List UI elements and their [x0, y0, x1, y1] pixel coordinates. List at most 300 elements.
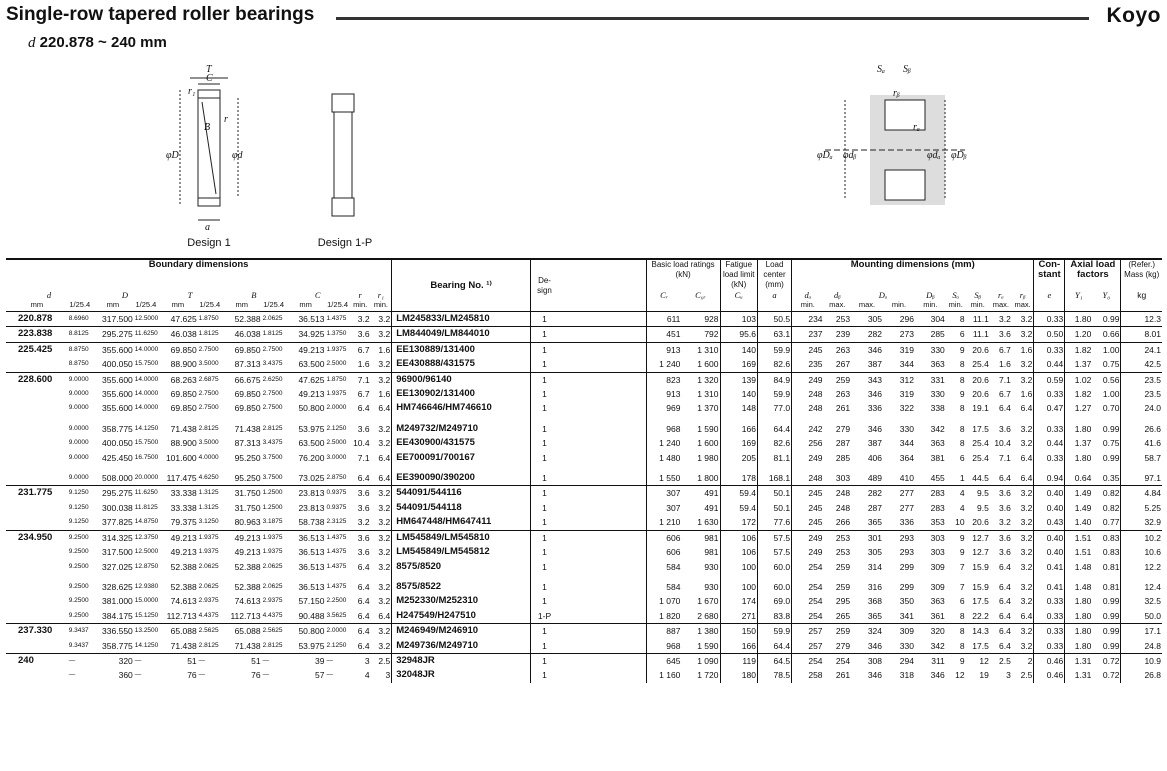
- cell-Sb: 44.5: [972, 473, 989, 484]
- cell-m: 4.84: [1121, 486, 1162, 501]
- cell-Ci: 2.8750: [326, 474, 347, 482]
- cell-Db: 330: [915, 342, 946, 357]
- cell-a: 63.1: [757, 327, 791, 342]
- cell-Di: 14.0000: [134, 342, 158, 357]
- hdr-fatigue: Fatigue load limit (kN): [720, 259, 757, 290]
- cell-T: 69.850: [170, 389, 197, 400]
- cell-Bi: 2.8125: [262, 424, 283, 432]
- cell-Y1: 1.37: [1065, 357, 1093, 372]
- cell-Di: 12.8750: [134, 562, 159, 570]
- cell-r1: 3.2: [378, 517, 391, 528]
- cell-da: 249: [792, 530, 824, 545]
- cell-des: 1: [531, 668, 559, 682]
- cell-C0r: 1 370: [697, 403, 719, 414]
- cell-B: 87.313: [234, 438, 261, 449]
- cell-C: 36.513: [298, 547, 325, 558]
- cell-di: 9.0000: [68, 372, 92, 387]
- cell-da: 254: [792, 560, 824, 574]
- cell-di: —: [68, 671, 76, 679]
- cell-Da2: 294: [883, 653, 915, 668]
- cell-B: 49.213: [234, 547, 261, 558]
- cell-rb: 1.6: [1020, 389, 1033, 400]
- unit-max: max.: [990, 300, 1012, 312]
- table-row: [6, 357, 1162, 372]
- cell-B: 80.963: [234, 517, 261, 528]
- cell-e: 0.33: [1034, 312, 1065, 327]
- cell-des: 1: [531, 357, 559, 372]
- unit-mm: mm: [92, 300, 134, 312]
- cell-Da1: 489: [867, 473, 882, 484]
- cell-D: 355.600: [102, 403, 133, 414]
- cell-Cr: 823: [646, 372, 681, 387]
- cell-Cr: 887: [646, 624, 681, 639]
- cell-db: 261: [835, 670, 851, 681]
- cell-Di: 12.5000: [134, 312, 158, 327]
- cell-r1: 6.4: [378, 473, 391, 484]
- cell-Cu: 271: [720, 609, 757, 624]
- cell-Y1: 1.40: [1065, 515, 1093, 530]
- cell-D: 377.825: [102, 517, 133, 528]
- cell-Bi: 2.7500: [262, 390, 283, 398]
- cell-r: 6.4: [357, 596, 370, 607]
- design-1p-diagram: [320, 90, 370, 220]
- col-r1: r₁: [377, 290, 385, 300]
- cell-r1: 3.2: [378, 596, 391, 607]
- cell-da: 248: [792, 401, 824, 415]
- cell-T: 76: [187, 670, 197, 681]
- cell-Ci: 2.2500: [326, 597, 347, 605]
- cell-C0r: 1 670: [697, 596, 719, 607]
- cell-Y1: 1.51: [1065, 530, 1093, 545]
- cell-a: 83.8: [757, 609, 791, 624]
- cell-m: 24.1: [1121, 342, 1162, 357]
- cell-Db: 353: [930, 517, 945, 528]
- cell-T: 52.388: [170, 561, 197, 572]
- cell-d: 228.600: [6, 372, 68, 387]
- mount-label-Db: φDᵦ: [951, 150, 967, 161]
- cell-e: 0.59: [1034, 372, 1065, 387]
- cell-C0r: 1 720: [697, 670, 719, 681]
- cell-db: 248: [824, 486, 852, 501]
- table-row: [6, 451, 1162, 465]
- cell-D: 425.450: [102, 452, 133, 463]
- cell-r: 6.4: [357, 581, 370, 592]
- cell-C0r: 792: [681, 327, 720, 342]
- unit-inch: 1/25.4: [68, 300, 92, 312]
- cell-C0r: 1 590: [697, 423, 719, 434]
- cell-Cr: 606: [646, 530, 681, 545]
- cell-rb: 3.2: [1020, 581, 1033, 592]
- cell-ra: 6.4: [999, 610, 1011, 621]
- unit-mm: mm: [158, 300, 198, 312]
- cell-e: 0.33: [1034, 451, 1065, 465]
- cell-di: 8.8750: [68, 360, 89, 368]
- cell-a: 57.5: [757, 545, 791, 559]
- cell-da: 249: [792, 451, 824, 465]
- cell-db: 253: [824, 530, 852, 545]
- cell-Ci: 1.9375: [325, 342, 349, 357]
- table-row: [6, 668, 1162, 682]
- cell-C0r: 1 310: [697, 389, 719, 400]
- cell-Cu: 106: [720, 530, 757, 545]
- cell-a: 59.9: [757, 387, 791, 401]
- cell-C: 57: [314, 670, 325, 681]
- cell-Ci: 0.9375: [326, 503, 347, 511]
- cell-Cu: 169: [720, 436, 757, 450]
- cell-no: HM647448/HM647411: [392, 515, 531, 530]
- col-e: e: [1034, 290, 1065, 300]
- cell-rb: 6.4: [1020, 403, 1033, 414]
- cell-T: 71.438: [170, 640, 197, 651]
- cell-Db: 342: [930, 423, 945, 434]
- cell-Y1: 1.82: [1065, 342, 1093, 357]
- cell-di: 9.2500: [68, 597, 89, 605]
- cell-D: 336.550: [92, 624, 134, 639]
- table-row: [6, 387, 1162, 401]
- cell-Da1: 346: [867, 389, 882, 400]
- table-row: [6, 486, 1162, 501]
- mount-label-ra: rₐ: [913, 122, 920, 133]
- cell-Ti: 2.8125: [198, 424, 219, 432]
- cell-Di: 12.9380: [134, 582, 159, 590]
- cell-di: 9.0000: [68, 424, 89, 432]
- hdr-bearing-no: Bearing No. ¹⁾: [392, 259, 531, 312]
- cell-Da1: 346: [851, 342, 883, 357]
- cell-Cr: 584: [646, 560, 681, 574]
- cell-Bi: —: [262, 653, 286, 668]
- cell-Sb: 17.5: [972, 423, 989, 434]
- cell-m: 23.5: [1121, 372, 1162, 387]
- cell-da: 234: [792, 312, 824, 327]
- cell-Ti: 4.0000: [198, 453, 219, 461]
- cell-d: 220.878: [6, 312, 68, 327]
- cell-Cr: 968: [646, 639, 681, 654]
- unit-min: min.: [371, 300, 392, 312]
- cell-C: 76.200: [298, 452, 325, 463]
- cell-Da2: 273: [883, 327, 915, 342]
- cell-Da2: 330: [899, 640, 914, 651]
- cell-Y0: 0.83: [1092, 530, 1121, 545]
- cell-r1: 3.2: [371, 486, 392, 501]
- cell-Da2: 319: [883, 342, 915, 357]
- mount-label-Sa: Sₐ: [877, 64, 885, 75]
- cell-Ti: 1.3125: [198, 503, 219, 511]
- cell-rb: 6.4: [1020, 473, 1033, 484]
- cell-T: 33.338: [158, 486, 198, 501]
- cell-Sa: 9: [959, 389, 965, 400]
- cell-no: EE430900/431575: [392, 436, 531, 450]
- cell-Sb: 19: [979, 670, 989, 681]
- cell-rb: 3.2: [1020, 517, 1033, 528]
- cell-di: 9.0000: [68, 404, 89, 412]
- cell-D: 355.600: [92, 342, 134, 357]
- cell-no: EE700091/700167: [392, 451, 531, 465]
- design1-label-B: B: [204, 122, 211, 133]
- cell-no: LM844049/LM844010: [392, 327, 531, 342]
- table-row: [6, 594, 1162, 608]
- hdr-constant: Con-stant: [1034, 259, 1065, 290]
- cell-B: 31.750: [222, 486, 262, 501]
- cell-Di: 14.1250: [134, 641, 159, 649]
- cell-C: 53.975: [298, 640, 325, 651]
- cell-des: 1: [531, 594, 559, 608]
- cell-D: 314.325: [92, 530, 134, 545]
- cell-Y0: 0.75: [1102, 359, 1120, 370]
- cell-C: 23.813: [286, 486, 326, 501]
- cell-Y1: 1.82: [1065, 387, 1093, 401]
- mounting-diagram: [815, 60, 975, 220]
- table-row: [6, 580, 1162, 594]
- cell-r: 6.7: [350, 342, 371, 357]
- cell-da: 257: [792, 624, 824, 639]
- cell-d: [6, 471, 68, 486]
- cell-e: 0.40: [1034, 545, 1065, 559]
- cell-r: 3.6: [350, 530, 371, 545]
- cell-m: 32.5: [1121, 594, 1162, 608]
- cell-T: 47.625: [158, 312, 198, 327]
- cell-ra: 6.4: [999, 473, 1011, 484]
- col-Sb: Sᵦ: [974, 290, 982, 300]
- unit-min: min.: [350, 300, 371, 312]
- cell-Di: 11.8125: [134, 503, 158, 511]
- cell-des: 1: [531, 545, 559, 559]
- cell-Cu: 148: [720, 401, 757, 415]
- hdr-axial: Axial load factors: [1065, 259, 1121, 290]
- cell-di: 9.0000: [68, 390, 89, 398]
- cell-rb: 3.2: [1020, 596, 1033, 607]
- cell-Y0: 0.81: [1102, 561, 1120, 572]
- cell-db: 303: [835, 473, 851, 484]
- cell-a: 50.1: [757, 501, 791, 515]
- unit-min: min.: [946, 300, 966, 312]
- cell-T: 33.338: [170, 502, 197, 513]
- cell-T: 117.475: [166, 473, 197, 484]
- cell-e: 0.40: [1034, 486, 1065, 501]
- cell-Ti: 2.0625: [198, 562, 219, 570]
- cell-a: 64.4: [757, 639, 791, 654]
- cell-m: 26.8: [1121, 668, 1162, 682]
- unit-min: min.: [915, 300, 946, 312]
- cell-C: 50.800: [298, 403, 325, 414]
- cell-Cu: 106: [720, 545, 757, 559]
- cell-d: [6, 609, 68, 624]
- cell-D: 295.275: [92, 486, 134, 501]
- cell-Di: 15.7500: [134, 360, 159, 368]
- cell-a: 60.0: [757, 580, 791, 594]
- cell-Da1: 365: [867, 610, 882, 621]
- cell-Ci: —: [326, 671, 333, 679]
- cell-a: 77.0: [757, 401, 791, 415]
- cell-rb: 3.2: [1020, 561, 1033, 572]
- cell-T: 112.713: [166, 610, 197, 621]
- cell-C: 57.150: [298, 596, 325, 607]
- cell-Y1: 1.80: [1065, 624, 1093, 639]
- cell-Ti: 3.1250: [198, 518, 219, 526]
- cell-rb: 2: [1012, 653, 1034, 668]
- cell-Cr: 584: [646, 580, 681, 594]
- table-header: [6, 259, 1162, 312]
- cell-C: 49.213: [286, 342, 326, 357]
- cell-des: 1: [531, 372, 559, 387]
- cell-Cr: 451: [646, 327, 681, 342]
- cell-da: 254: [792, 580, 824, 594]
- brand-logo: Koyo: [1106, 4, 1161, 27]
- cell-Ci: 2.3125: [326, 518, 347, 526]
- cell-di: 8.8125: [68, 327, 92, 342]
- cell-rb: 3.2: [1012, 486, 1034, 501]
- table-row: [6, 422, 1162, 436]
- cell-B: 74.613: [234, 596, 261, 607]
- cell-B: 49.213: [222, 530, 262, 545]
- cell-C0r: 1 630: [697, 517, 719, 528]
- cell-Da2: 299: [899, 561, 914, 572]
- cell-Cu: 59.4: [720, 501, 757, 515]
- cell-r1: 3.2: [378, 640, 391, 651]
- cell-Ti: 1.3125: [198, 486, 222, 501]
- cell-da: 248: [792, 387, 824, 401]
- cell-Y1: 1.27: [1065, 401, 1093, 415]
- cell-rb: 3.2: [1020, 423, 1033, 434]
- cell-Ci: —: [325, 653, 349, 668]
- col-C: C: [314, 290, 321, 300]
- page-header: [6, 4, 1161, 28]
- cell-r: 3.6: [350, 327, 371, 342]
- cell-ra: 3.2: [990, 312, 1012, 327]
- cell-Bi: 2.7500: [262, 342, 286, 357]
- cell-ra: 7.1: [999, 452, 1011, 463]
- cell-Ti: 4.6250: [198, 474, 219, 482]
- cell-db: 239: [824, 327, 852, 342]
- cell-des: 1: [531, 580, 559, 594]
- cell-r: 6.4: [357, 473, 370, 484]
- cell-rb: 6.4: [1020, 610, 1033, 621]
- cell-da: 258: [792, 668, 824, 682]
- cell-Cr: 1 070: [646, 594, 681, 608]
- cell-C0r: 1 600: [697, 359, 719, 370]
- cell-m: 17.1: [1121, 624, 1162, 639]
- design1-label-r: r: [224, 114, 228, 125]
- col-a: a: [757, 290, 791, 300]
- cell-a: 77.6: [757, 515, 791, 530]
- cell-m: 10.6: [1121, 545, 1162, 559]
- cell-di: 9.2500: [68, 582, 89, 590]
- cell-D: 400.050: [102, 438, 133, 449]
- cell-Sb: 20.6: [972, 517, 989, 528]
- cell-Sa: 8: [946, 372, 966, 387]
- cell-C0r: 930: [704, 561, 719, 572]
- cell-Sb: 25.4: [972, 359, 989, 370]
- cell-Cr: 913: [646, 387, 681, 401]
- cell-Cu: 59.4: [720, 486, 757, 501]
- cell-B: 71.438: [234, 423, 261, 434]
- cell-Y1: 1.80: [1065, 422, 1093, 436]
- unit-mm: mm: [6, 300, 68, 312]
- cell-Da2: 309: [883, 624, 915, 639]
- design1-label-C: C: [206, 73, 213, 84]
- cell-ra: 3: [1006, 670, 1011, 681]
- mount-label-da: φdₐ: [927, 150, 941, 161]
- cell-Ti: 1.8750: [198, 312, 222, 327]
- cell-r1: 3.2: [378, 547, 391, 558]
- cell-Cu: 178: [720, 471, 757, 486]
- cell-Di: 16.7500: [134, 453, 159, 461]
- cell-Cu: 172: [720, 515, 757, 530]
- cell-C0r: 1 980: [697, 452, 719, 463]
- cell-no: M249732/M249710: [392, 422, 531, 436]
- cell-B: 71.438: [234, 640, 261, 651]
- cell-ra: 6.4: [999, 403, 1011, 414]
- cell-e: 0.41: [1034, 560, 1065, 574]
- cell-db: 266: [835, 517, 851, 528]
- hdr-load-ratings: Basic load ratings (kN): [646, 259, 720, 290]
- cell-C0r: 1 800: [697, 473, 719, 484]
- cell-Db: 309: [930, 581, 945, 592]
- cell-B: 51: [222, 653, 262, 668]
- cell-Da2: 350: [899, 596, 914, 607]
- cell-Ti: 2.6875: [198, 372, 222, 387]
- design1-label-d: φd: [232, 150, 243, 161]
- cell-no: 544091/544118: [392, 501, 531, 515]
- mount-label-Da: φDₐ: [817, 150, 833, 161]
- cell-Cu: 119: [720, 653, 757, 668]
- col-T: T: [187, 290, 193, 300]
- cell-D: 360: [118, 670, 133, 681]
- cell-a: 168.1: [757, 471, 791, 486]
- cell-B: 69.850: [222, 342, 262, 357]
- cell-a: 59.9: [757, 342, 791, 357]
- cell-Ci: 1.4375: [326, 548, 347, 556]
- cell-Da2: 322: [899, 403, 914, 414]
- cell-Sb: 12.7: [966, 530, 990, 545]
- cell-C0r: 981: [704, 547, 719, 558]
- cell-no: 544091/544116: [392, 486, 531, 501]
- cell-Da1: 282: [851, 486, 883, 501]
- cell-Ci: 2.1250: [326, 424, 347, 432]
- cell-no: EE430888/431575: [392, 357, 531, 372]
- cell-Ti: 2.7500: [198, 390, 219, 398]
- cell-Da1: 387: [867, 359, 882, 370]
- cell-Bi: 2.5625: [262, 624, 286, 639]
- cell-da: 245: [792, 486, 824, 501]
- cell-Ci: 1.8750: [325, 372, 349, 387]
- cell-Y0: 0.66: [1092, 327, 1121, 342]
- cell-r: 6.4: [357, 640, 370, 651]
- cell-Ti: 3.5000: [198, 439, 219, 447]
- cell-Y1: 1.51: [1065, 545, 1093, 559]
- cell-ra: 2.5: [990, 653, 1012, 668]
- cell-no: M249736/M249710: [392, 639, 531, 654]
- cell-C0r: 491: [681, 486, 720, 501]
- cell-db: 248: [835, 502, 851, 513]
- unit-inch: 1/25.4: [262, 300, 286, 312]
- cell-Da2: 341: [899, 610, 914, 621]
- cell-Da2: 319: [899, 389, 914, 400]
- cell-db: 263: [835, 389, 851, 400]
- cell-e: 0.47: [1034, 401, 1065, 415]
- cell-Da2: 277: [883, 486, 915, 501]
- cell-d: [6, 639, 68, 654]
- cell-Y0: 0.81: [1102, 581, 1120, 592]
- cell-des: 1: [531, 312, 559, 327]
- cell-d: 223.838: [6, 327, 68, 342]
- cell-m: 24.8: [1121, 639, 1162, 654]
- cell-Sa: 4: [946, 486, 966, 501]
- cell-B: 52.388: [234, 561, 261, 572]
- cell-Di: 11.6250: [134, 486, 158, 501]
- cell-Cr: 645: [646, 653, 681, 668]
- cell-da: 254: [792, 653, 824, 668]
- cell-r: 7.1: [350, 372, 371, 387]
